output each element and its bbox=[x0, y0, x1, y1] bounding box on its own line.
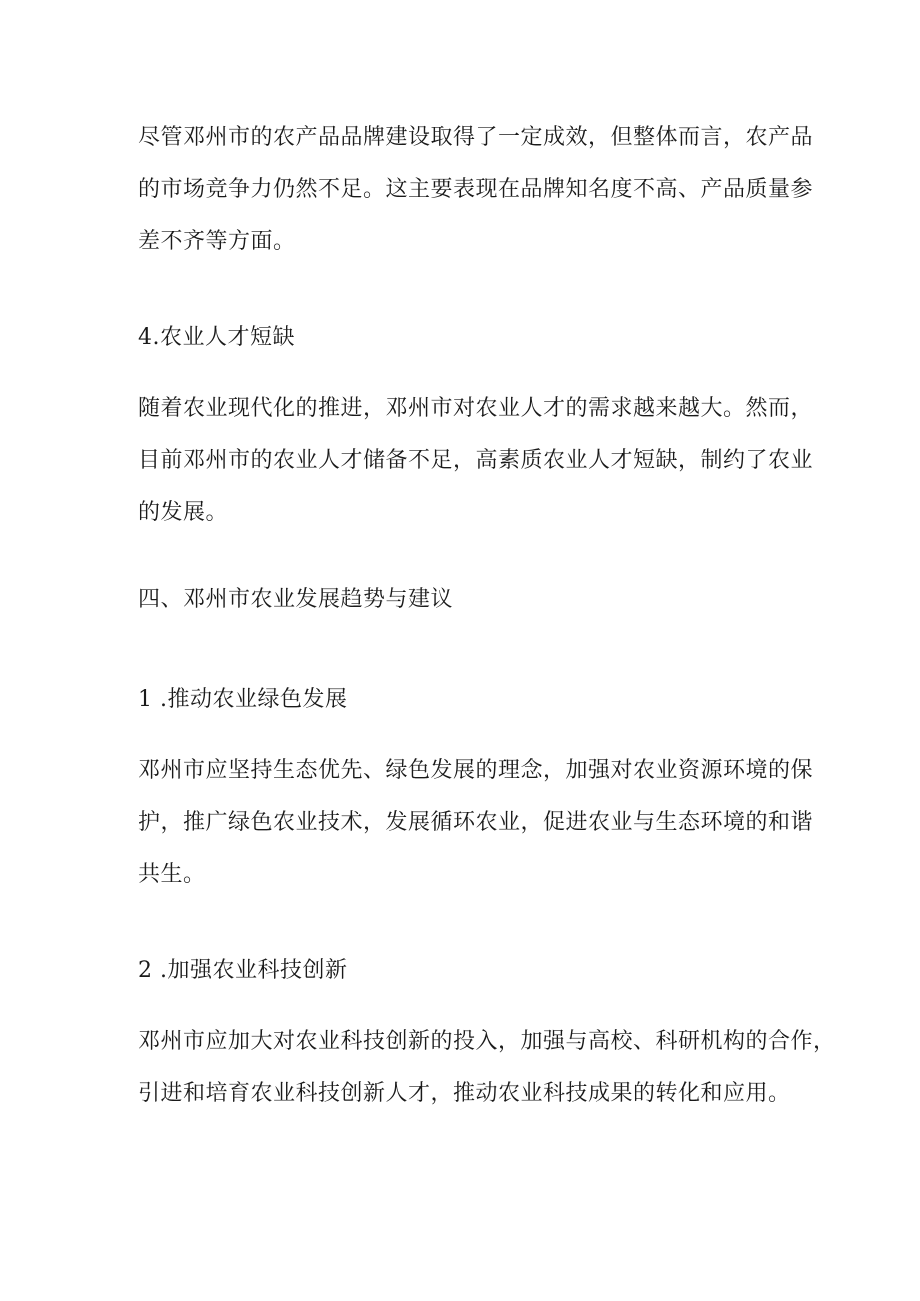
paragraph-line: 的发展。 bbox=[138, 500, 229, 525]
paragraph-talent-shortage bbox=[138, 383, 814, 539]
paragraph-line: 目前邓州市的农业人才储备不足，高素质农业人才短缺，制约了农业 bbox=[138, 448, 814, 473]
paragraph-line: 尽管邓州市的农产品品牌建设取得了一定成效，但整体而言，农产品 bbox=[138, 125, 814, 150]
paragraph-brand-competitiveness bbox=[138, 112, 814, 268]
paragraph-line: 差不齐等方面。 bbox=[138, 229, 296, 254]
paragraph-line: 随着农业现代化的推进，邓州市对农业人才的需求越来越大。然而， bbox=[138, 396, 814, 421]
paragraph-line: 共生。 bbox=[138, 862, 206, 887]
paragraph-line: 邓州市应坚持生态优先、绿色发展的理念，加强对农业资源环境的保 bbox=[138, 758, 814, 783]
paragraph-tech-innovation bbox=[138, 1016, 836, 1120]
heading-talent-shortage: 4.农业人才短缺 bbox=[138, 325, 295, 350]
paragraph-line: 邓州市应加大对农业科技创新的投入，加强与高校、科研机构的合作， bbox=[138, 1029, 836, 1054]
paragraph-line: 护，推广绿色农业技术，发展循环农业，促进农业与生态环境的和谐 bbox=[138, 810, 814, 835]
heading-green-development: 1 .推动农业绿色发展 bbox=[138, 687, 348, 712]
paragraph-line: 的市场竞争力仍然不足。这主要表现在品牌知名度不高、产品质量参 bbox=[138, 177, 814, 202]
heading-tech-innovation: 2 .加强农业科技创新 bbox=[138, 958, 348, 983]
section-title-trends: 四、邓州市农业发展趋势与建议 bbox=[138, 587, 454, 612]
paragraph-green-development bbox=[138, 745, 814, 901]
paragraph-line: 引进和培育农业科技创新人才，推动农业科技成果的转化和应用。 bbox=[138, 1081, 791, 1106]
